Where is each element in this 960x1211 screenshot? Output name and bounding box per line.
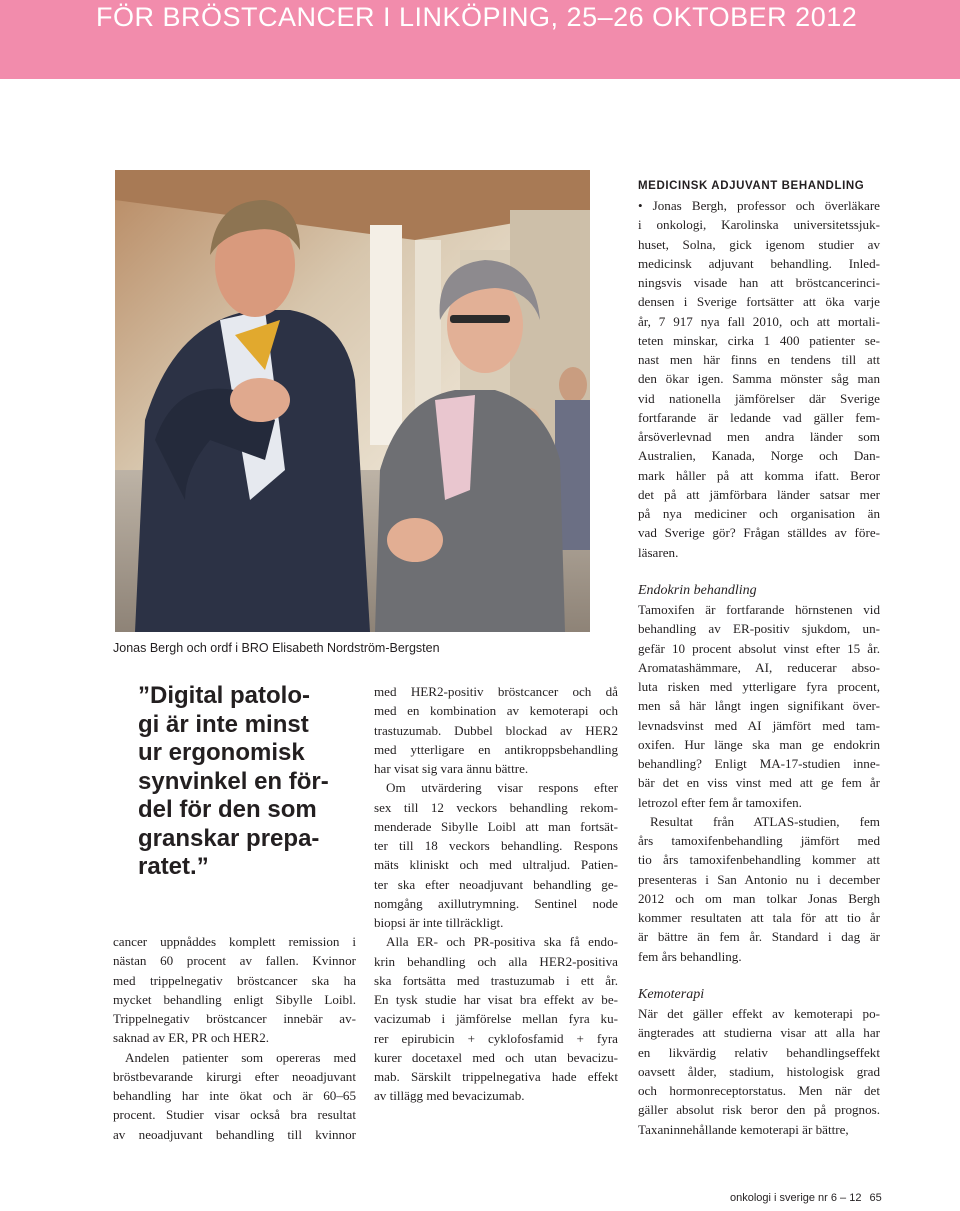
column-3 <box>638 177 880 1139</box>
header-banner <box>0 0 960 79</box>
photo-illustration <box>115 170 590 632</box>
paragraph <box>638 1004 880 1139</box>
text-line: 2012 och om man tolkar Jonas Bergh <box>638 890 880 906</box>
page-number: 65 <box>869 1192 882 1204</box>
paragraph <box>638 600 880 812</box>
column-2 <box>374 682 618 1106</box>
text-line: det på att jämförbara länder satsar mer <box>638 486 880 502</box>
page-footer <box>730 1192 882 1204</box>
text-line: cancer uppnåddes komplett remission i <box>113 934 356 949</box>
text-line: letrozol efter fem år tamoxifen. <box>638 794 802 810</box>
paragraph <box>638 196 880 562</box>
text-line: mab. Särskilt trippelnegativa hade effekt <box>374 1069 618 1084</box>
pull-quote-line: synvinkel en för- <box>138 767 329 795</box>
paragraph <box>638 812 880 831</box>
text-line: Tamoxifen är fortfarande hörnstenen vid <box>638 602 880 617</box>
text-line: medicinsk adjuvant behandling. Inled- <box>638 255 880 271</box>
photo-caption: Jonas Bergh och ordf i BRO Elisabeth Nordström-Bergsten <box>113 641 440 655</box>
text-line: teten minskar, cirka 1 400 patienter se- <box>638 332 880 348</box>
text-line: fortfarande är ledande vad gäller fem- <box>638 409 880 425</box>
text-line: nast men här finns en tendens till att <box>638 352 880 367</box>
text-line: När det gäller effekt av kemoterapi po- <box>638 1006 880 1021</box>
subheading-endocrine: Endokrin behandling <box>638 582 757 598</box>
text-line: årsöverlevnad men andra länder som <box>638 429 880 444</box>
paragraph <box>374 932 618 951</box>
text-line: med en kombination av kemoterapi och <box>374 703 618 719</box>
journal-name: onkologi i sverige nr 6 – 12 <box>730 1192 862 1204</box>
text-line: Alla ER- och PR-positiva ska få endo- <box>386 934 618 950</box>
text-line: ängterades att studierna visar att alla har <box>638 1025 880 1041</box>
text-line: kurer docetaxel med och utan bevacizu- <box>374 1049 618 1065</box>
text-line: mark håller på att komma ifatt. Beror <box>638 467 880 483</box>
text-line: har visat sig vara ännu bättre. <box>374 761 529 776</box>
text-line: Om utvärdering visar respons efter <box>386 780 618 796</box>
text-line: behandling? Enligt MA-17-studien inne- <box>638 756 880 771</box>
text-line: nästan 60 procent av fallen. Kvinnor <box>113 953 356 969</box>
text-line: Andelen patienter som opereras med <box>125 1049 356 1065</box>
text-line: oavsett ålder, stadium, histologisk grad <box>638 1063 880 1079</box>
subheading-chemotherapy: Kemoterapi <box>638 986 705 1002</box>
text-line: mäts kliniskt och med ultraljud. Patien- <box>374 857 618 873</box>
text-line: bär det en viss vinst med att ge fem år <box>638 775 880 791</box>
text-line: Resultat från ATLAS-studien, fem <box>650 813 880 829</box>
paragraph <box>374 682 618 778</box>
paragraph <box>638 831 880 966</box>
text-line: ningsvis visade han att bröstcancerinci- <box>638 275 880 290</box>
paragraph <box>113 1067 356 1144</box>
pull-quote-line: gi är inte minst <box>138 710 309 738</box>
text-line: behandling av ER-positiv sjukdom, un- <box>638 621 880 637</box>
text-line: • Jonas Bergh, professor och överläkare <box>638 198 880 213</box>
text-line: presenteras i San Antonio nu i december <box>638 871 880 887</box>
text-line: men så här långt ingen signifikant över- <box>638 698 880 714</box>
text-line: tio års tamoxifenbehandling kommer att <box>638 852 880 868</box>
pull-quote-line: granskar prepa- <box>138 824 320 852</box>
text-line: Aromatashämmare, AI, reducerar abso- <box>638 659 880 675</box>
text-line: trastuzumab. Dubbel blockad av HER2 <box>374 722 618 738</box>
paragraph <box>374 798 618 933</box>
section-kicker: MEDICINSK ADJUVANT BEHANDLING <box>638 180 865 192</box>
text-line: kommer resultaten att tala för att tio år <box>638 910 880 925</box>
text-line: en likvärdig relativ behandlingseffekt <box>638 1044 880 1060</box>
text-line: vad Sverige gör? Frågan ställdes av före- <box>638 525 880 541</box>
text-line: luta risken med ytterligare fyra procent, <box>638 679 880 694</box>
text-line: nomgång axillutrymning. Sentinel node <box>374 895 618 911</box>
paragraph <box>113 932 356 1048</box>
text-line: levnadsvinst med AI jämfört med tam- <box>638 717 880 733</box>
banner-title: FÖR BRÖSTCANCER I LINKÖPING, 25–26 OKTOBER 2012 <box>96 2 858 32</box>
text-line: menderade Sibylle Loibl att man fortsät- <box>374 818 618 834</box>
text-line: Taxaninnehållande kemoterapi är bättre, <box>638 1121 849 1137</box>
text-line: gäller absolut risk beror den på prognos. <box>638 1102 880 1118</box>
text-line: behandling har inte ökat och är 60–65 <box>113 1088 356 1103</box>
text-line: oxifen. Hur länge ska man ge endokrin <box>638 736 880 752</box>
text-line: procent. Studier visar också bra resultat <box>113 1107 356 1123</box>
text-line: bröstbevarande kirurgi efter neoadjuvant <box>113 1068 356 1084</box>
text-line: av tillägg med bevacizumab. <box>374 1088 525 1104</box>
text-line: år, 7 917 nya fall 2010, och att mortali- <box>638 313 880 329</box>
text-line: med trippelnegativ bröstcancer ska ha <box>113 972 356 988</box>
text-line: rer epirubicin + cyklofosfamid + fyra <box>374 1030 618 1046</box>
text-line: Australien, Kanada, Norge och Dan- <box>638 448 880 464</box>
text-line: av neoadjuvant behandling till kvinnor <box>113 1126 356 1142</box>
text-line: gefär 10 procent absolut vinst efter 15 år. <box>638 640 880 656</box>
text-line: års tamoxifenbehandling jämfört med <box>638 833 880 848</box>
text-line: fem års behandling. <box>638 948 742 964</box>
pull-quote-line: del för den som <box>138 796 317 823</box>
text-line: krin behandling och alla HER2-positiva <box>374 953 618 969</box>
text-line: i onkologi, Karolinska universitetssjuk- <box>638 217 880 233</box>
pull-quote <box>138 682 353 882</box>
paragraph <box>374 778 618 797</box>
text-line: mycket behandling enligt Sibylle Loibl. <box>113 991 356 1007</box>
text-line: läsaren. <box>638 544 679 560</box>
text-line: och hormonreceptorstatus. Men när det <box>638 1083 880 1098</box>
text-line: huset, Solna, gick igenom studier av <box>638 236 880 252</box>
text-line: saknad av ER, PR och HER2. <box>113 1030 270 1046</box>
text-line: är bättre än fem år. Standard i dag är <box>638 929 880 945</box>
text-line: den ökar igen. Samma mönster såg man <box>638 371 880 387</box>
text-line: ter ska efter neoadjuvant behandling ge- <box>374 876 618 892</box>
pull-quote-line: ratet.” <box>138 853 209 880</box>
pull-quote-line: ur ergonomisk <box>138 739 305 766</box>
text-line: med ytterligare en antikroppsbehandling <box>374 741 618 757</box>
column-1 <box>113 932 356 1144</box>
text-line: En tysk studie har visat bra effekt av be- <box>374 992 618 1007</box>
text-line: vacizumab i jämförelse mellan fyra ku- <box>374 1011 618 1027</box>
text-line: Trippelnegativ bröstcancer innebär av- <box>113 1011 356 1026</box>
text-line: sex till 12 veckors behandling rekom- <box>374 799 618 815</box>
text-line: vid nationella jämförelser där Sverige <box>638 390 880 406</box>
text-line: på nya mediciner och organisation än <box>638 506 880 521</box>
text-line: ska fortsätta med trastuzumab i ett år. <box>374 972 618 988</box>
text-line: biopsi är inte tillräckligt. <box>374 915 504 930</box>
pull-quote-line: ”Digital patolo- <box>138 682 310 709</box>
text-line: densen i Sverige fortsätter att öka varje <box>638 294 880 310</box>
paragraph <box>113 1048 356 1067</box>
paragraph <box>374 952 618 1106</box>
text-line: ter till 18 veckors behandling. Respons <box>374 838 618 853</box>
text-line: med HER2-positiv bröstcancer och då <box>374 684 618 699</box>
article-photo <box>115 170 590 632</box>
